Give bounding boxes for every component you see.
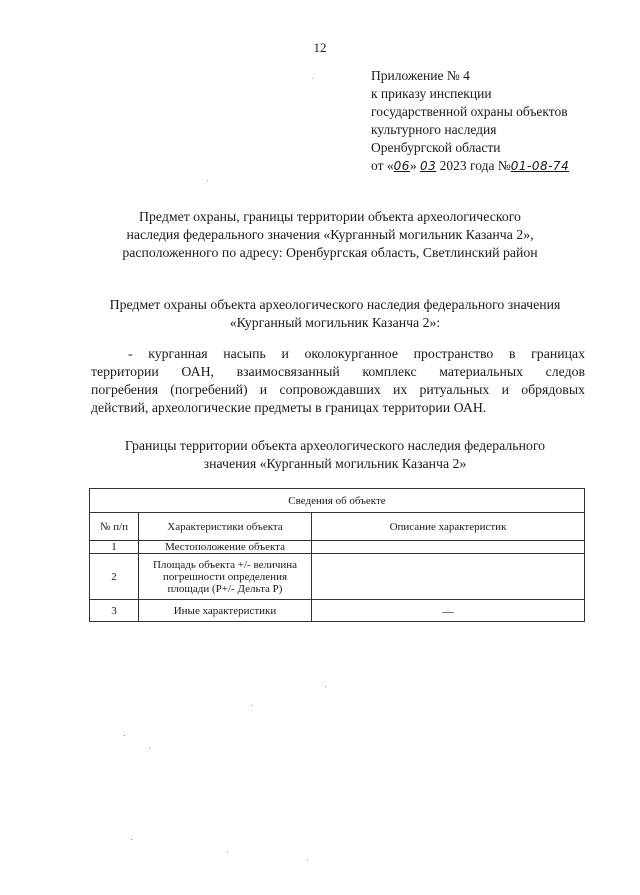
row-description (312, 554, 585, 600)
row-characteristic (139, 554, 312, 600)
column-header-number: № п/п (90, 513, 139, 541)
boundaries-title-line-1: Границы территории объекта археологического наследия федерального (124, 438, 546, 453)
protection-text-line-4: действий, археологические предметы в границах территории ОАН. (91, 400, 487, 415)
row-number: 1 (90, 541, 139, 554)
protection-text-line-2: территории ОАН, взаимосвязанный комплекс материальных следов (91, 364, 585, 379)
table-row (90, 554, 585, 600)
characteristic-line-3: площади (P+/- Дельта P) (167, 582, 283, 595)
scan-speck (227, 852, 228, 853)
date-year: 2023 года № (436, 158, 511, 173)
title-line-2: наследия федерального значения «Курганный могильник Казанча 2», (126, 227, 534, 242)
protection-text-line-1: - курганная насыпь и околокурганное пространство в границах (128, 346, 585, 361)
protection-subject-title (80, 296, 590, 332)
row-characteristic: Местоположение объекта (139, 541, 312, 554)
appendix-title: Приложение № 4 (371, 68, 470, 83)
scan-speck (251, 705, 252, 706)
scan-speck (307, 860, 308, 861)
title-line-1: Предмет охраны, границы территории объекта археологического (139, 209, 521, 224)
protection-subject-text (91, 345, 585, 417)
scan-speck (207, 180, 208, 181)
boundaries-title-line-2: значения «Курганный могильник Казанча 2» (203, 456, 467, 471)
date-prefix: от « (371, 158, 394, 173)
protection-text-line-3: погребения (погребений) и сопровождавших их ритуальных и обрядовых (91, 382, 585, 397)
appendix-region: Оренбургской области (371, 140, 501, 155)
date-month: 03 (420, 159, 437, 173)
row-number: 3 (90, 600, 139, 622)
row-description (312, 541, 585, 554)
scan-speck (124, 735, 125, 736)
appendix-date-line (371, 157, 569, 175)
table-row (90, 600, 585, 622)
boundaries-title (80, 437, 590, 473)
order-number: 01-08-74 (510, 159, 570, 173)
document-title (90, 208, 570, 262)
column-header-characteristic: Характеристики объекта (139, 513, 312, 541)
scan-speck (149, 748, 150, 749)
table-columns-row (90, 513, 585, 541)
table-row (90, 541, 585, 554)
protection-title-line-2: «Курганный могильник Казанча 2»: (229, 315, 441, 330)
date-day: 06 (393, 159, 410, 173)
scan-speck (131, 839, 132, 840)
appendix-authority-2: культурного наследия (371, 122, 497, 137)
column-header-description: Описание характеристик (312, 513, 585, 541)
characteristic-line-1: Площадь объекта +/- величина (152, 558, 298, 571)
appendix-order-ref: к приказу инспекции (371, 86, 492, 101)
scan-speck (325, 686, 326, 687)
row-characteristic: Иные характеристики (139, 600, 312, 622)
row-description: — (312, 600, 585, 622)
title-line-3: расположенного по адресу: Оренбургская область, Светлинский район (122, 245, 538, 260)
appendix-authority-1: государственной охраны объектов (371, 104, 568, 119)
table-header: Сведения об объекте (90, 489, 585, 513)
page-number: 12 (313, 40, 327, 55)
row-number: 2 (90, 554, 139, 600)
object-info-table (89, 488, 585, 622)
table-header-row (90, 489, 585, 513)
characteristic-line-2: погрешности определения (162, 570, 288, 583)
protection-title-line-1: Предмет охраны объекта археологического наследия федерального значения (109, 297, 561, 312)
date-separator: » (409, 158, 421, 173)
scan-speck (312, 78, 313, 79)
appendix-block (371, 67, 569, 175)
